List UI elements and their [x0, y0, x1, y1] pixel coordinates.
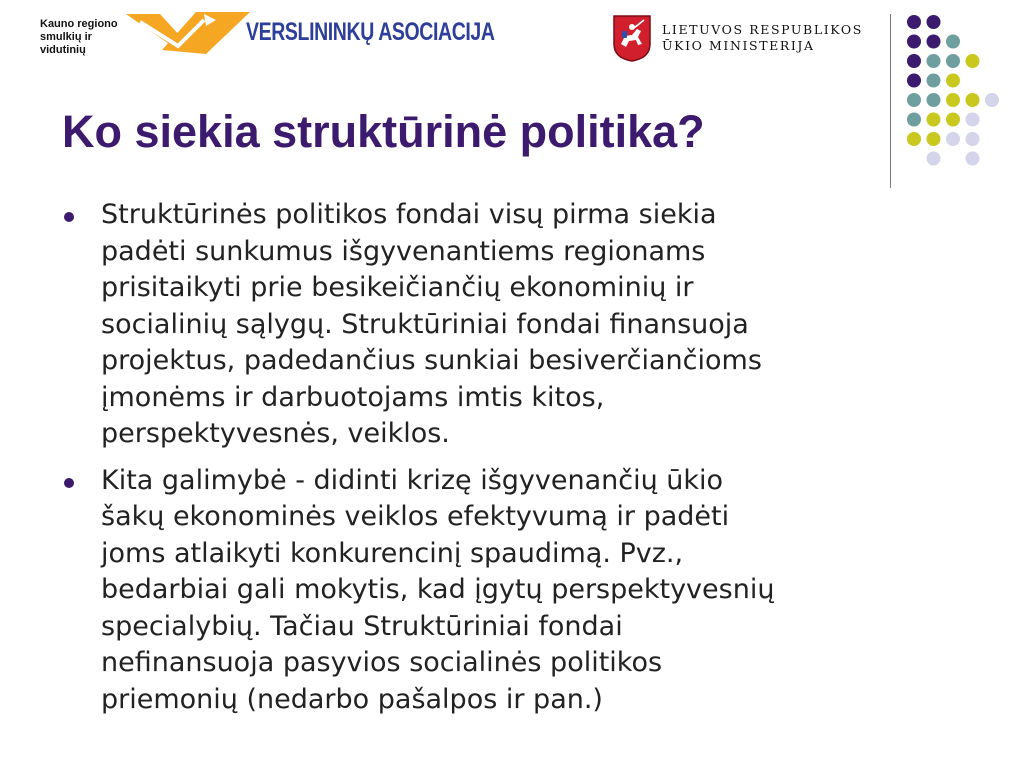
decorative-dot	[907, 93, 921, 107]
decorative-dot-grid	[904, 12, 1014, 172]
bullet-line: Struktūrinės politikos fondai visų pirma siekia	[101, 199, 717, 230]
decorative-dot	[946, 132, 960, 146]
bullet-line: nefinansuoja pasyvios socialinės politikos	[101, 647, 663, 678]
bullet-line: prisitaikyti prie besikeičiančių ekonominių ir	[101, 272, 694, 303]
decorative-dot	[927, 132, 941, 146]
bullet-line: padėti sunkumus išgyvenantiems regionams	[101, 235, 706, 267]
decorative-dot	[966, 93, 980, 107]
bullet-line: priemonių (nedarbo pašalpos ir pan.)	[101, 683, 603, 715]
decorative-dot	[927, 74, 941, 88]
ministry-line-2: ŪKIO MINISTERIJA	[662, 38, 815, 53]
decorative-dot	[907, 54, 921, 68]
decorative-dot	[946, 93, 960, 107]
decorative-dot	[966, 132, 980, 146]
decorative-dot	[927, 113, 941, 127]
decorative-dot	[927, 35, 941, 49]
decorative-dot	[927, 152, 941, 166]
bullet-line: specialybių. Tačiau Struktūriniai fondai	[101, 610, 623, 642]
decorative-dot	[907, 15, 921, 29]
ministry-logo	[612, 14, 882, 66]
bullet-line: šakų ekonominės veiklos efektyvumą ir padėti	[101, 501, 730, 532]
decorative-dot	[946, 113, 960, 127]
decorative-dot	[946, 74, 960, 88]
bullet-item-2	[62, 463, 962, 719]
bullet-list	[62, 197, 962, 728]
decorative-dot	[985, 93, 999, 107]
decorative-dot	[927, 93, 941, 107]
bullet-line: perspektyvesnės, veiklos.	[101, 418, 450, 449]
bullet-line: projektus, padedančius sunkiai besiverčiančioms	[101, 345, 762, 376]
ministry-line-1: LIETUVOS RESPUBLIKOS	[662, 22, 863, 37]
association-small-line-2: smulkių ir vidutinių	[40, 31, 92, 56]
decorative-dot	[907, 132, 921, 146]
bullet-line: socialinių sąlygų. Struktūriniai fondai finansuoja	[101, 308, 749, 340]
decorative-dot	[907, 74, 921, 88]
bullet-dot-icon	[64, 478, 74, 488]
decorative-dot	[927, 54, 941, 68]
decorative-dot	[946, 35, 960, 49]
association-name: VERSLININKŲ ASOCIACIJA	[246, 18, 495, 46]
bullet-line: Kita galimybė - didinti krizę išgyvenančių ūkio	[101, 464, 724, 496]
association-logo	[40, 6, 495, 58]
decorative-dot	[946, 54, 960, 68]
decorative-dot	[907, 113, 921, 127]
decorative-dot	[966, 54, 980, 68]
bullet-dot-icon	[64, 212, 74, 222]
vertical-divider	[890, 14, 891, 188]
decorative-dot	[966, 152, 980, 166]
slide-title: Ko siekia struktūrinė politika?	[62, 106, 705, 157]
bullet-line: joms atlaikyti konkurencinį spaudimą. Pvz.,	[101, 537, 684, 569]
decorative-dot	[966, 113, 980, 127]
ministry-name	[662, 22, 863, 54]
bullet-line: įmonėms ir darbuotojams imtis kitos,	[101, 381, 605, 413]
bullet-item-1	[62, 197, 962, 453]
vytis-knight-crest-icon	[612, 14, 652, 62]
decorative-dot	[927, 15, 941, 29]
decorative-dot	[907, 35, 921, 49]
stylized-v-arrow-icon	[122, 6, 252, 58]
association-small-line-1: Kauno regiono	[40, 18, 118, 30]
bullet-line: bedarbiai gali mokytis, kad įgytų perspektyvesnių	[101, 574, 775, 605]
